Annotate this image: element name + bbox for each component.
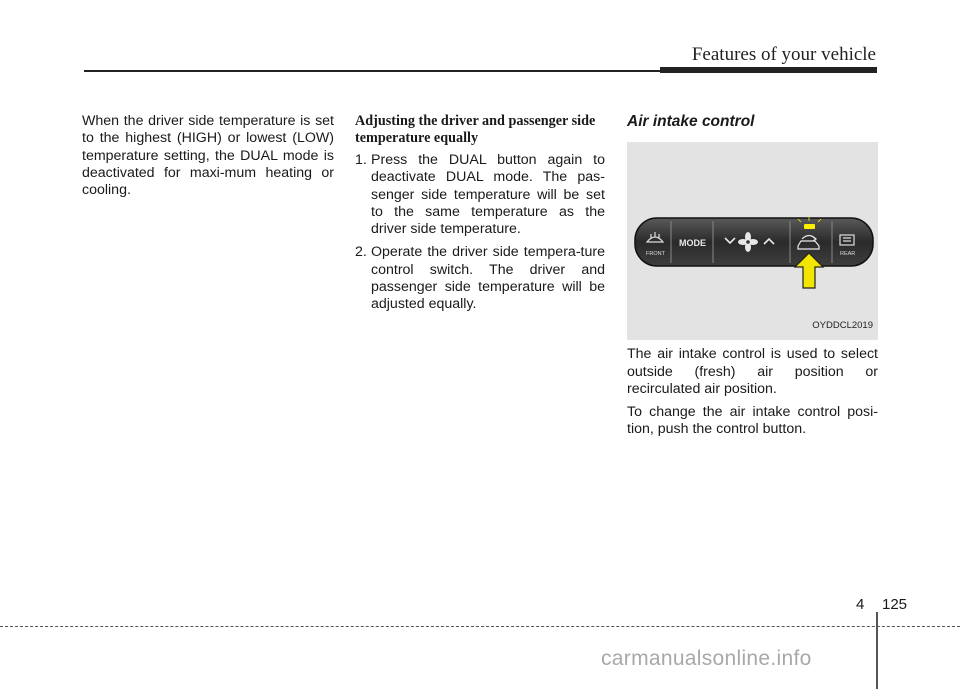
rear-label: REAR — [840, 251, 856, 258]
column-3 — [627, 113, 878, 445]
step-2 — [355, 244, 605, 313]
front-label: FRONT — [646, 251, 665, 258]
air-intake-instruction: To change the air intake control posi-tion, push the control button. — [627, 404, 878, 438]
air-intake-heading: Air intake control — [627, 113, 755, 130]
column-2 — [355, 113, 605, 320]
mode-label: MODE — [679, 238, 706, 249]
watermark: carmanualsonline.info — [601, 647, 812, 670]
step-number: 1. — [355, 152, 367, 168]
climate-control-panel-figure — [627, 142, 878, 340]
footer-dashed-line — [0, 626, 960, 627]
air-intake-description: The air intake control is used to select outside (fresh) air position or recirculated air position. — [627, 346, 878, 397]
step-text: Press the DUAL button again to deactivate DUAL mode. The pas-senger side temperature will be set to the same temperature as the driver side temperature. — [371, 152, 605, 238]
header-rule-thick — [660, 67, 877, 73]
footer-separator — [876, 612, 878, 689]
step-text: Operate the driver side tempera-ture control switch. The driver and passenger side temperature will be adjusted equally. — [371, 244, 605, 313]
control-panel-illustration — [627, 142, 878, 340]
equal-temperature-heading: Adjusting the driver and passenger side temperature equally — [355, 113, 596, 146]
page-number: 125 — [882, 596, 908, 613]
step-number: 2. — [355, 244, 367, 261]
column-1 — [82, 113, 334, 199]
dual-deactivation-paragraph: When the driver side temperature is set to the highest (HIGH) or lowest (LOW) temperature setting, the DUAL mode is deactivated for maxi-mum heating or cooling. — [82, 113, 334, 199]
step-1 — [355, 152, 605, 238]
page-header-title: Features of your vehicle — [691, 44, 876, 65]
chapter-number: 4 — [856, 596, 865, 613]
figure-code: OYDDCL2019 — [812, 320, 873, 331]
recirculation-indicator-icon — [804, 224, 815, 229]
